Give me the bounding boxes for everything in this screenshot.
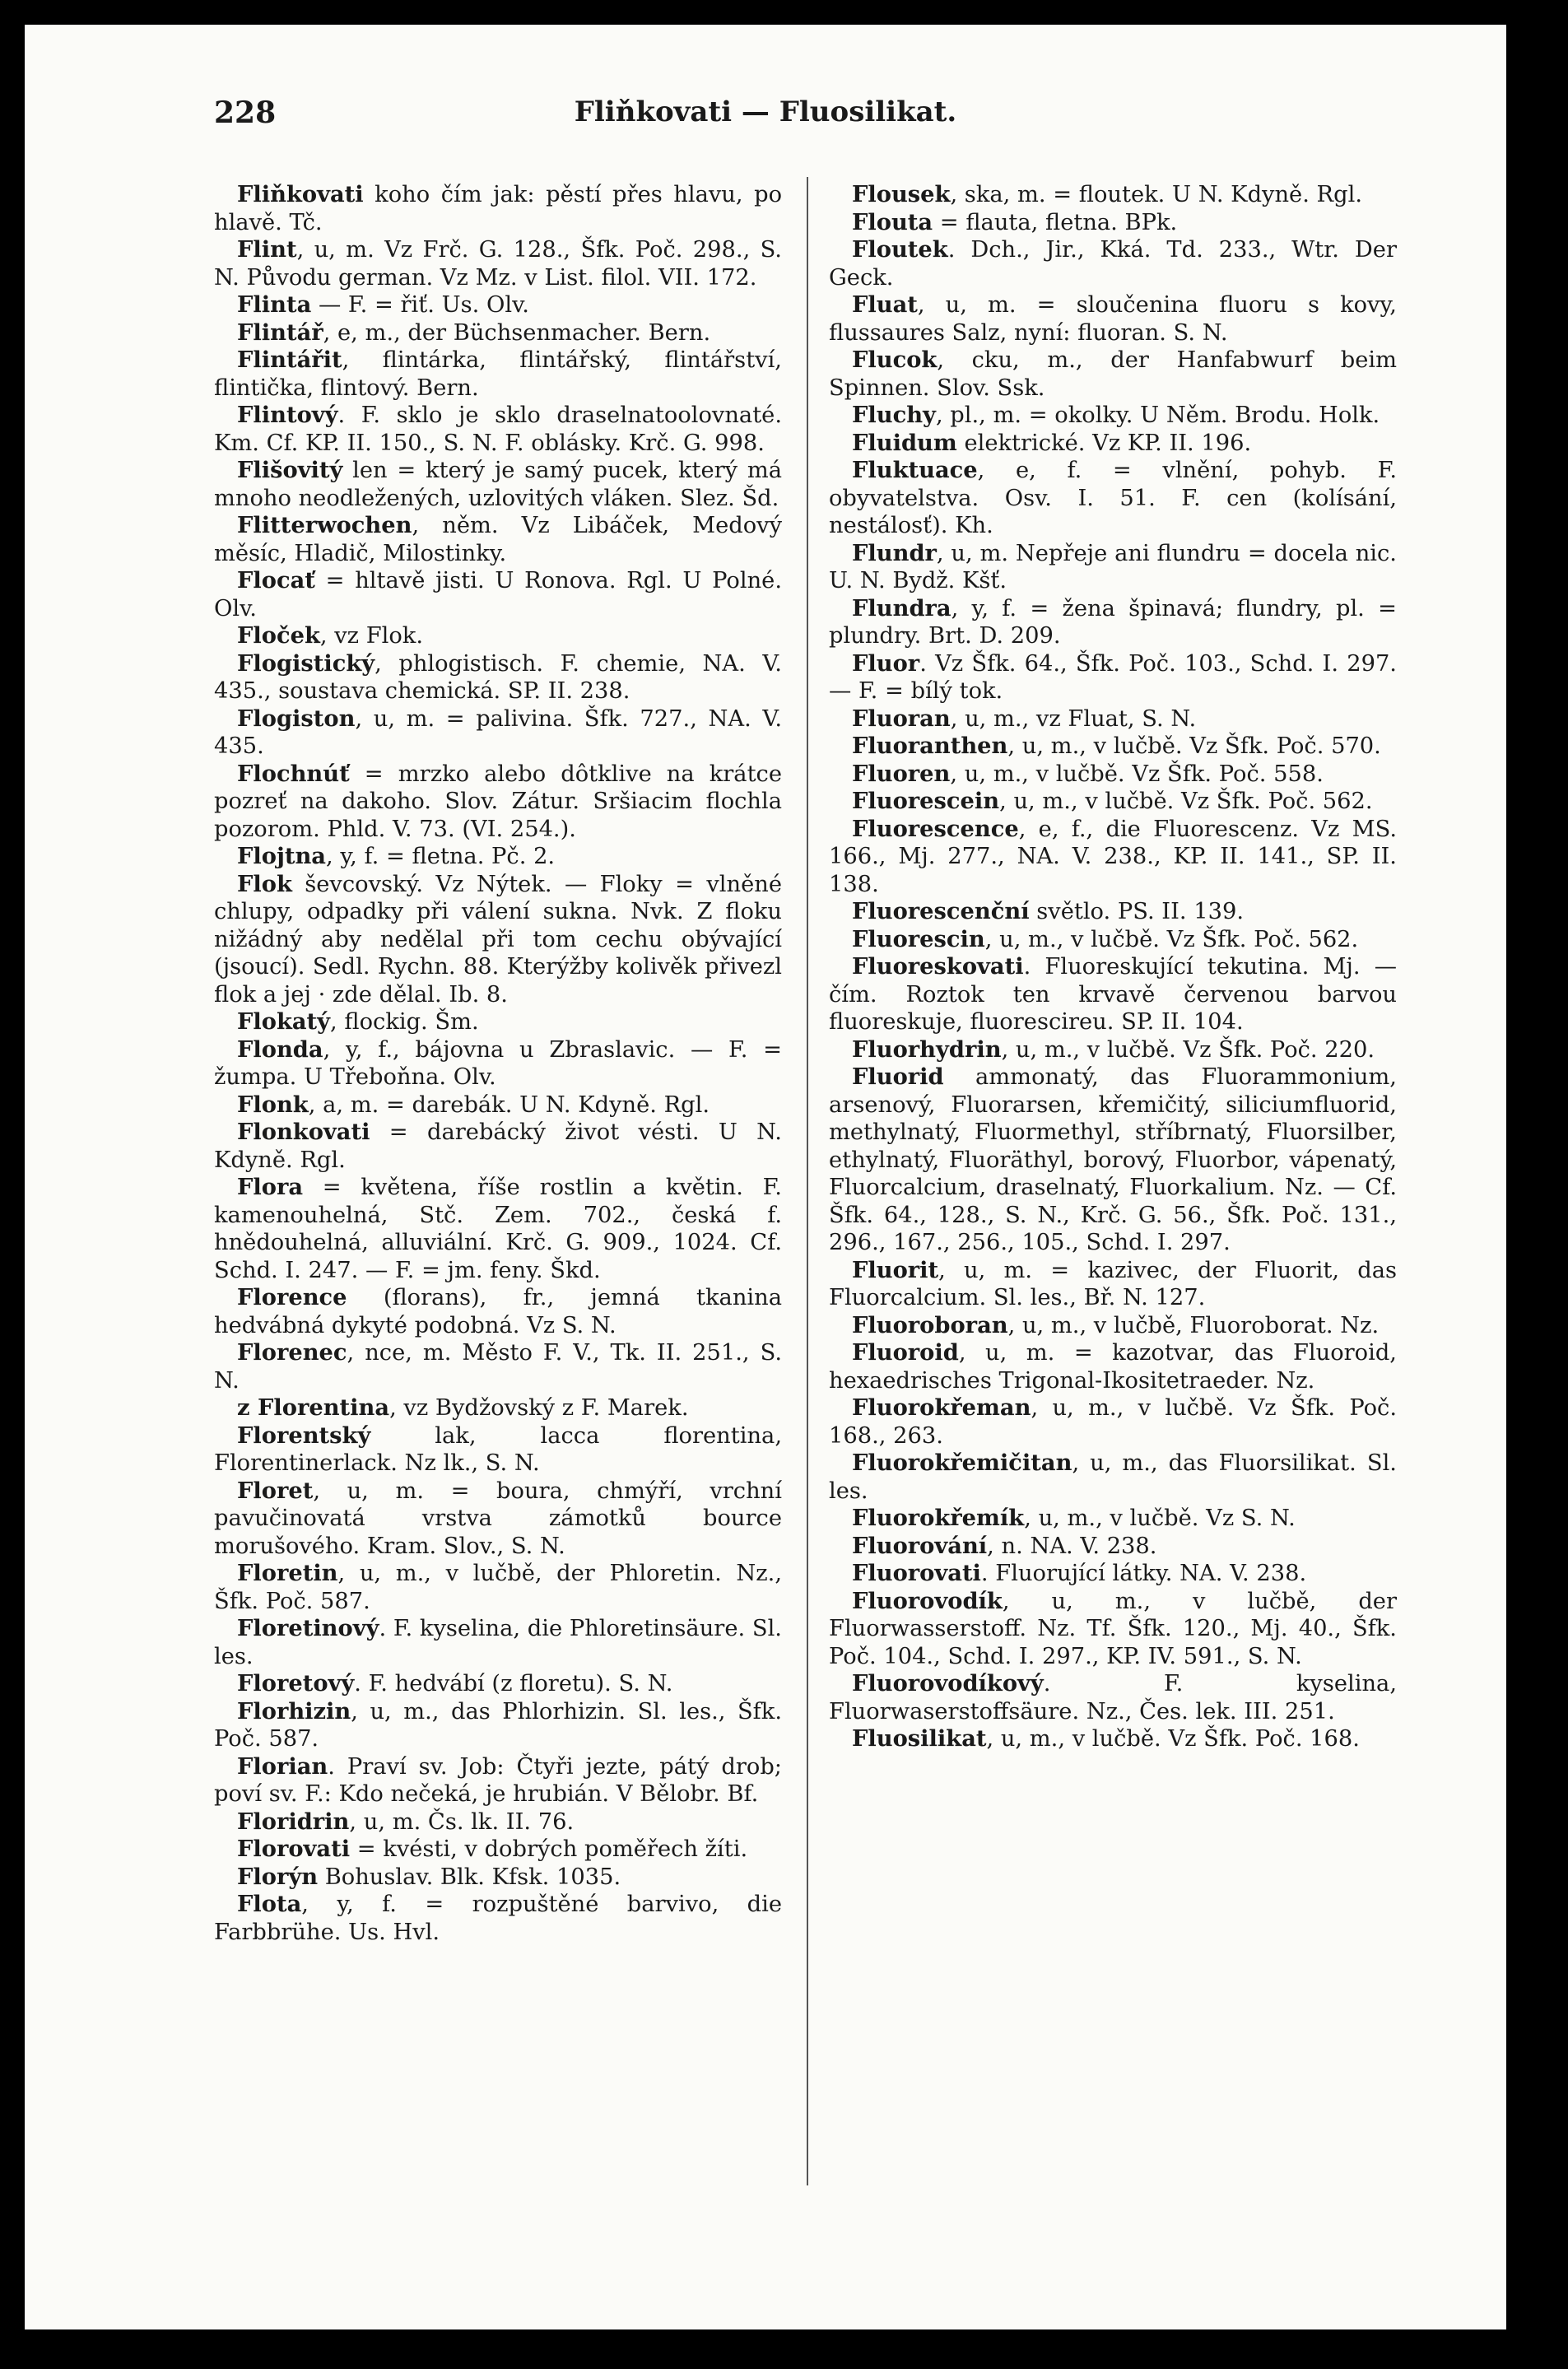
entry-headword: Floutek: [852, 236, 948, 263]
entry-headword: Fluorescenční: [852, 898, 1030, 924]
entry-text: . F. sklo je sklo draselnatoolovnaté. Km. Cf. KP. II. 150., S. N. F. oblásky. Krč. G. 998.: [214, 403, 782, 456]
dictionary-entry: [214, 1836, 782, 1864]
entry-text: , u, m., das Fluorsilikat. Sl. les.: [829, 1450, 1397, 1504]
dictionary-entry: [829, 291, 1397, 347]
entry-headword: Flišovitý: [237, 457, 343, 483]
dictionary-entry: [214, 1394, 782, 1422]
entry-text: , u, m., v lučbě. Vz Šfk. Poč. 220.: [1001, 1036, 1375, 1063]
dictionary-entry: [214, 622, 782, 650]
dictionary-entry: [829, 816, 1397, 899]
entry-headword: Flonkovati: [237, 1119, 370, 1145]
dictionary-entry: [214, 512, 782, 567]
entry-text: , e, m., der Büchsenmacher. Bern.: [323, 319, 711, 346]
dictionary-entry: [214, 347, 782, 402]
entry-headword: Fluorescin: [852, 925, 985, 952]
entry-headword: Fluoroboran: [852, 1311, 1008, 1338]
dictionary-entry: [214, 236, 782, 291]
entry-headword: Fluorování: [852, 1532, 988, 1559]
entry-headword: Flint: [237, 236, 297, 263]
entry-text: , y, f. = rozpuštěné barvivo, die Farbbrühe. Us. Hvl.: [214, 1892, 782, 1945]
entry-headword: Fluorokřemičitan: [852, 1450, 1072, 1476]
dictionary-entry: [829, 402, 1397, 430]
dictionary-entry: [214, 1670, 782, 1698]
entry-headword: Fluorokřeman: [852, 1394, 1031, 1421]
entry-headword: Flocať: [237, 567, 315, 593]
entry-text: = květena, říše rostlin a květin. F. kamenouhelná, Stč. Zem. 702., česká f. hnědouhelná, alluviální. Krč. G. 909., 1024. Cf. Schd. I. 247. — F. = jm. feny. Škd.: [214, 1175, 782, 1283]
dictionary-entry: [214, 457, 782, 512]
dictionary-entry: [214, 402, 782, 457]
dictionary-entry: [829, 1312, 1397, 1340]
dictionary-entry: [829, 1450, 1397, 1505]
entry-text: . F. kyselina, Fluorwaserstoffsäure. Nz., Čes. lek. III. 251.: [829, 1671, 1397, 1724]
dictionary-entry: [829, 1257, 1397, 1312]
entry-text: , u, m., v lučbě. Vz Šfk. Poč. 168.: [986, 1726, 1360, 1752]
dictionary-entry: [214, 1891, 782, 1946]
dictionary-entry: [829, 650, 1397, 705]
entry-text: — F. = řiť. Us. Olv.: [311, 292, 529, 318]
entry-text: , y, f. = žena špinavá; flundry, pl. = plundry. Brt. D. 209.: [829, 595, 1397, 649]
dictionary-entry: [214, 1119, 782, 1174]
entry-headword: Flokatý: [237, 1008, 331, 1035]
dictionary-entry: [829, 926, 1397, 954]
entry-headword: Flintářit: [237, 347, 342, 373]
entry-text: , u, m., v lučbě. Vz S. N.: [1024, 1506, 1296, 1531]
entry-text: , y, f., bájovna u Zbraslavic. — F. = žumpa. U Třeboňna. Olv.: [214, 1036, 782, 1090]
dictionary-entry: [214, 1615, 782, 1670]
entry-headword: Fluidum: [852, 429, 957, 456]
entry-headword: Fluoroid: [852, 1339, 959, 1366]
entry-headword: Fluor: [852, 649, 920, 677]
entry-headword: Fluat: [852, 291, 918, 318]
column-divider: [807, 177, 808, 2185]
dictionary-entry: [214, 1008, 782, 1036]
dictionary-entry: [214, 1174, 782, 1284]
entry-text: . Praví sv. Job: Čtyři jezte, pátý drob; poví sv. F.: Kdo nečeká, je hrubián. V Bělobr. Bf.: [214, 1753, 782, 1807]
page-header: [25, 95, 1506, 145]
entry-text: , u, m. Nepřeje ani flundru = docela nic. U. N. Bydž. Kšť.: [829, 540, 1397, 593]
entry-headword: Florhizin: [237, 1697, 351, 1724]
entry-text: , u, m. = palivina. Šfk. 727., NA. V. 435.: [214, 705, 782, 759]
entry-text: , y, f. = fletna. Pč. 2.: [325, 844, 556, 869]
entry-text: = hltavě jisti. U Ronova. Rgl. U Polné. Olv.: [214, 568, 782, 621]
dictionary-entry: [829, 236, 1397, 291]
entry-headword: Florovati: [237, 1836, 351, 1862]
entry-text: . Dch., Jir., Kká. Td. 233., Wtr. Der Geck.: [829, 237, 1397, 291]
entry-text: , nce, m. Město F. V., Tk. II. 251., S. N.: [214, 1340, 782, 1394]
entry-text: , u, m., v lučbě. Vz Šfk. Poč. 168., 263.: [829, 1395, 1397, 1449]
entry-headword: Floretin: [237, 1560, 338, 1586]
entry-text: ammonatý, das Fluorammonium, arsenový, Fluorarsen, křemičitý, siliciumfluorid, methylnatý, Fluormethyl, stříbrnatý, Fluorsilber, ethylnatý, Fluoräthyl, borový, Fluorbor, vápenatý, Fluorcalcium, draselnatý, Fluorkalium. Nz. — Cf. Šfk. 64., 128., S. N., Krč. G. 56., Šfk. Poč. 131., 296., 167., 256., 105., Schd. I. 297.: [829, 1064, 1397, 1255]
entry-headword: z Florentina: [237, 1394, 390, 1421]
dictionary-entry: [829, 595, 1397, 650]
dictionary-entry: [214, 1422, 782, 1478]
entry-headword: Flok: [237, 870, 292, 897]
entry-headword: Fluorovodíkový: [852, 1670, 1044, 1696]
dictionary-entry: [829, 733, 1397, 761]
dictionary-entry: [214, 1864, 782, 1892]
entry-headword: Fluosilikat: [852, 1725, 987, 1752]
entry-headword: Flundra: [852, 594, 952, 621]
dictionary-entry: [829, 1533, 1397, 1561]
entry-text: , u, m., v lučbě. Vz Šfk. Poč. 570.: [1007, 733, 1381, 759]
entry-headword: Flochnúť: [237, 760, 350, 787]
dictionary-entry: [214, 761, 782, 844]
entry-headword: Flintový: [237, 402, 338, 428]
dictionary-entry: [829, 1505, 1397, 1533]
dictionary-entry: [829, 209, 1397, 237]
dictionary-entry: [214, 1753, 782, 1808]
entry-headword: Fluorovodík: [852, 1587, 1003, 1614]
dictionary-page: [25, 25, 1506, 2329]
entry-text: světlo. PS. II. 139.: [1029, 899, 1245, 924]
entry-text: , vz Flok.: [319, 623, 424, 649]
entry-text: = kvésti, v dobrých poměřech žíti.: [350, 1836, 748, 1862]
dictionary-entry: [214, 1091, 782, 1119]
entry-text: , pl., m. = okolky. U Něm. Brodu. Holk.: [935, 403, 1380, 428]
entry-headword: Flitterwochen: [237, 512, 412, 538]
dictionary-entry: [214, 319, 782, 347]
entry-text: lak, lacca florentina, Florentinerlack. Nz lk., S. N.: [214, 1422, 782, 1476]
dictionary-entry: [214, 871, 782, 1009]
entry-headword: Flogistický: [237, 649, 375, 677]
dictionary-entry: [214, 567, 782, 622]
entry-text: , cku, m., der Hanfabwurf beim Spinnen. Slov. Ssk.: [829, 347, 1397, 401]
entry-text: Bohuslav. Blk. Kfsk. 1035.: [318, 1864, 621, 1890]
dictionary-entry: [829, 1725, 1397, 1753]
entry-headword: Florence: [237, 1284, 347, 1310]
entry-text: , u, m. Čs. lk. II. 76.: [349, 1808, 575, 1835]
entry-text: . Fluoreskující tekutina. Mj. — čím. Roztok ten krvavě červenou barvou fluoreskuje, fluorescireu. SP. II. 104.: [829, 954, 1397, 1035]
entry-headword: Flota: [237, 1891, 302, 1917]
dictionary-entry: [214, 705, 782, 761]
entry-text: . F. hedvábí (z floretu). S. N.: [354, 1671, 673, 1696]
dictionary-entry: [829, 1560, 1397, 1588]
entry-headword: Fluorid: [852, 1063, 944, 1090]
entry-headword: Floret: [237, 1477, 314, 1504]
dictionary-entry: [829, 1339, 1397, 1394]
dictionary-entry: [829, 1588, 1397, 1671]
entry-headword: Fliňkovati: [237, 181, 364, 207]
entry-text: , vz Bydžovský z F. Marek.: [389, 1395, 689, 1421]
entry-text: koho čím jak: pěstí přes hlavu, po hlavě. Tč.: [214, 182, 782, 235]
entry-text: . F. kyselina, die Phloretinsäure. Sl. les.: [214, 1616, 782, 1669]
entry-text: , u, m., das Phlorhizin. Sl. les., Šfk. Poč. 587.: [214, 1698, 782, 1752]
dictionary-entry: [214, 1478, 782, 1561]
entry-headword: Fluoren: [852, 760, 951, 787]
dictionary-entry: [829, 953, 1397, 1036]
entry-text: , ska, m. = floutek. U N. Kdyně. Rgl.: [950, 182, 1362, 207]
entry-text: , u, m. Vz Frč. G. 128., Šfk. Poč. 298., S. N. Původu german. Vz Mz. v List. filol. VII. 172.: [214, 237, 782, 291]
dictionary-entry: [829, 347, 1397, 402]
entry-headword: Fluorhydrin: [852, 1036, 1002, 1063]
dictionary-entry: [214, 650, 782, 705]
entry-text: , u, m. = kazivec, der Fluorit, das Fluorcalcium. Sl. les., Bř. N. 127.: [829, 1257, 1397, 1310]
entry-headword: Fluorit: [852, 1256, 939, 1283]
entry-headword: Fluorescein: [852, 788, 1000, 814]
entry-text: . Fluorující látky. NA. V. 238.: [980, 1561, 1307, 1586]
entry-headword: Floridrin: [237, 1808, 350, 1835]
entry-text: = darebácký život vésti. U N. Kdyně. Rgl.: [214, 1119, 782, 1173]
dictionary-entry: [829, 181, 1397, 209]
entry-headword: Flonda: [237, 1036, 323, 1063]
entry-headword: Fluorovati: [852, 1560, 981, 1586]
entry-text: , u, m., v lučbě, der Phloretin. Nz., Šfk. Poč. 587.: [214, 1561, 782, 1614]
entry-headword: Flintář: [237, 319, 323, 346]
entry-headword: Fluchy: [852, 402, 936, 428]
entry-headword: Fluktuace: [852, 457, 978, 483]
entry-text: , u, m., v lučbě. Vz Šfk. Poč. 562.: [984, 926, 1359, 952]
entry-text: = flauta, fletna. BPk.: [933, 209, 1178, 235]
dictionary-entry: [214, 1036, 782, 1091]
dictionary-entry: [829, 788, 1397, 816]
entry-text: , a, m. = darebák. U N. Kdyně. Rgl.: [308, 1091, 710, 1118]
entry-text: , e, f., die Fluorescenz. Vz MS. 166., Mj. 277., NA. V. 238., KP. II. 141., SP. II. 138.: [829, 816, 1397, 897]
entry-headword: Flogiston: [237, 705, 356, 732]
dictionary-entry: [214, 181, 782, 236]
entry-headword: Fluoranthen: [852, 733, 1008, 759]
entry-headword: Flouta: [852, 208, 933, 235]
entry-text: , něm. Vz Libáček, Medový měsíc, Hladič, Milostinky.: [214, 513, 782, 566]
entry-headword: Fluoran: [852, 705, 951, 732]
entry-text: , u, m., v lučbě, der Fluorwasserstoff. Nz. Tf. Šfk. 120., Mj. 40., Šfk. Poč. 104., Schd. I. 297., KP. IV. 591., S. N.: [829, 1588, 1397, 1669]
dictionary-entry: [214, 291, 782, 319]
dictionary-entry: [829, 1394, 1397, 1450]
dictionary-entry: [829, 430, 1397, 458]
dictionary-entry: [214, 1560, 782, 1615]
entry-text: = mrzko alebo dôtklive na krátce pozreť na dakoho. Slov. Zátur. Sršiacim flochla pozorom. Phld. V. 73. (VI. 254.).: [214, 761, 782, 842]
dictionary-entry: [214, 1339, 782, 1394]
entry-text: , u, m., v lučbě. Vz Šfk. Poč. 558.: [950, 761, 1324, 787]
entry-text: , n. NA. V. 238.: [987, 1533, 1157, 1559]
entry-text: , u, m., vz Fluat, S. N.: [950, 705, 1197, 732]
entry-headword: Florian: [237, 1752, 328, 1780]
dictionary-entry: [829, 1670, 1397, 1725]
entry-headword: Flousek: [852, 181, 951, 207]
entry-headword: Flojtna: [237, 843, 326, 869]
entry-headword: Florýn: [237, 1863, 319, 1890]
entry-headword: Flucok: [852, 347, 938, 373]
entry-text: , u, m. = boura, chmýří, vrchní pavučinovatá vrstva zámotků bource morušového. Kram. Slov., S. N.: [214, 1478, 782, 1559]
entry-headword: Flundr: [852, 539, 937, 566]
right-column: [829, 181, 1397, 1753]
entry-text: , u, m. = kazotvar, das Fluoroid, hexaedrisches Trigonal-Ikositetraeder. Nz.: [829, 1340, 1397, 1394]
entry-text: , u, m. = sloučenina fluoru s kovy, flussaures Salz, nyní: fluoran. S. N.: [829, 292, 1397, 346]
running-title: Fliňkovati — Fluosilikat.: [574, 95, 957, 128]
entry-text: , flintárka, flintářský, flintářství, flintička, flintový. Bern.: [214, 347, 782, 401]
entry-headword: Floretinový: [237, 1615, 379, 1641]
entry-text: , flockig. Šm.: [330, 1009, 479, 1035]
entry-text: ševcovský. Vz Nýtek. — Floky = vlněné chlupy, odpadky při válení sukna. Nvk. Z floku nižádný aby nedělal při tom cechu obývající (jsoucí). Sedl. Rychn. 88. Kterýžby kolivěk přivezl flok a jej · zde dělal. Ib. 8.: [214, 871, 782, 1008]
page-number: 228: [214, 95, 277, 130]
dictionary-entry: [214, 843, 782, 871]
entry-headword: Floček: [237, 622, 320, 649]
dictionary-entry: [829, 1063, 1397, 1257]
dictionary-entry: [214, 1808, 782, 1836]
entry-headword: Floretový: [237, 1670, 355, 1696]
entry-headword: Fluorokřemík: [852, 1505, 1025, 1531]
entry-headword: Fluoreskovati: [852, 953, 1024, 980]
dictionary-entry: [829, 761, 1397, 789]
entry-text: , phlogistisch. F. chemie, NA. V. 435., soustava chemická. SP. II. 238.: [214, 650, 782, 704]
dictionary-entry: [829, 1036, 1397, 1064]
entry-text: len = který je samý pucek, který má mnoho neodležených, uzlovitých vláken. Slez. Šd.: [214, 458, 782, 511]
dictionary-entry: [214, 1698, 782, 1753]
entry-headword: Flora: [237, 1174, 304, 1200]
left-column: [214, 181, 782, 1946]
dictionary-entry: [829, 898, 1397, 926]
entry-text: elektrické. Vz KP. II. 196.: [956, 430, 1252, 456]
entry-text: (florans), fr., jemná tkanina hedvábná dykyté podobná. Vz S. N.: [214, 1285, 782, 1338]
entry-text: . Vz Šfk. 64., Šfk. Poč. 103., Schd. I. 297. — F. = bílý tok.: [829, 650, 1397, 704]
dictionary-entry: [829, 457, 1397, 540]
entry-headword: Fluorescence: [852, 815, 1019, 842]
entry-headword: Flonk: [237, 1091, 309, 1118]
entry-headword: Flinta: [237, 291, 312, 318]
dictionary-entry: [214, 1284, 782, 1339]
entry-text: , e, f. = vlnění, pohyb. F. obyvatelstva. Osv. I. 51. F. cen (kolísání, nestálosť). Kh.: [829, 458, 1397, 538]
entry-headword: Florentský: [237, 1422, 371, 1449]
dictionary-entry: [829, 705, 1397, 733]
entry-text: , u, m., v lučbě, Fluoroborat. Nz.: [1007, 1312, 1380, 1338]
dictionary-entry: [829, 540, 1397, 595]
entry-headword: Florenec: [237, 1339, 347, 1366]
entry-text: , u, m., v lučbě. Vz Šfk. Poč. 562.: [999, 789, 1373, 814]
